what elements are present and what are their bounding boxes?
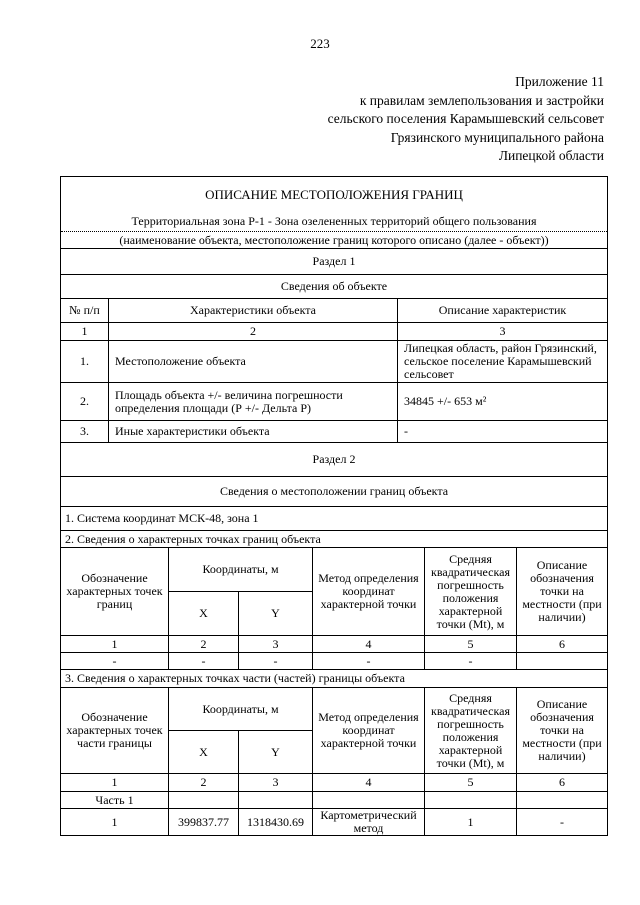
column-number: 2 — [169, 636, 239, 653]
empty-cell: - — [239, 653, 313, 670]
column-number: 3 — [398, 323, 607, 341]
column-number: 4 — [313, 636, 425, 653]
column-number: 3 — [239, 636, 313, 653]
col-method: Метод определения координат характерной точки — [313, 688, 425, 774]
appendix-line: сельского поселения Карамышевский сельсовет — [327, 111, 604, 126]
col-accuracy: Средняя квадратическая погрешность положения характерной точки (Mt), м — [425, 688, 517, 774]
row-number: 3. — [61, 421, 109, 443]
part-description-cell: - — [517, 809, 607, 836]
boundary-description-table — [60, 176, 608, 836]
row-value: 34845 +/- 653 м² — [398, 383, 607, 421]
part-accuracy-cell: 1 — [425, 809, 517, 836]
part-point-cell: 1 — [61, 809, 169, 836]
header-characteristic: Характеристики объекта — [109, 299, 398, 323]
section2-title: Раздел 2 — [61, 443, 607, 477]
appendix-line: Грязинского муниципального района — [390, 129, 604, 145]
page-number: 223 — [310, 36, 330, 51]
appendix-line: Липецкой области — [498, 148, 604, 163]
col-accuracy: Средняя квадратическая погрешность положения характерной точки (Mt), м — [425, 548, 517, 636]
empty-cell: - — [313, 653, 425, 670]
row-value: - — [398, 421, 607, 443]
column-number: 5 — [425, 636, 517, 653]
parts-section-title: 3. Сведения о характерных точках части (частей) границы объекта — [61, 670, 607, 688]
empty-cell — [517, 653, 607, 670]
column-number: 3 — [239, 774, 313, 792]
header-description: Описание характеристик — [398, 299, 607, 323]
col-coordinates: Координаты, м — [169, 548, 313, 592]
empty-cell: - — [425, 653, 517, 670]
points-section-title: 2. Сведения о характерных точках границ объекта — [61, 531, 607, 548]
col-point-label: Обозначение характерных точек части границы — [61, 688, 169, 774]
col-x: X — [169, 731, 239, 774]
row-characteristic: Местоположение объекта — [109, 341, 398, 383]
part-x-cell: 399837.77 — [169, 809, 239, 836]
column-number: 5 — [425, 774, 517, 792]
column-number: 6 — [517, 774, 607, 792]
column-number: 4 — [313, 774, 425, 792]
part-spacer — [517, 792, 607, 809]
appendix-line: к правилам землепользования и застройки — [359, 92, 604, 108]
empty-cell: - — [169, 653, 239, 670]
part-spacer — [425, 792, 517, 809]
empty-cell: - — [61, 653, 169, 670]
column-number: 2 — [109, 323, 398, 341]
col-description: Описание обозначения точки на местности (при наличии) — [517, 548, 607, 636]
part-label: Часть 1 — [61, 792, 169, 809]
part-spacer — [239, 792, 313, 809]
part-spacer — [169, 792, 239, 809]
section1-subtitle: Сведения об объекте — [61, 275, 607, 299]
col-coordinates: Координаты, м — [169, 688, 313, 731]
coordinate-system: 1. Система координат МСК-48, зона 1 — [61, 507, 607, 531]
section2-subtitle: Сведения о местоположении границ объекта — [61, 477, 607, 507]
col-point-label: Обозначение характерных точек границ — [61, 548, 169, 636]
column-number: 1 — [61, 774, 169, 792]
col-x: X — [169, 592, 239, 636]
col-method: Метод определения координат характерной точки — [313, 548, 425, 636]
col-description: Описание обозначения точки на местности (при наличии) — [517, 688, 607, 774]
column-number: 1 — [61, 636, 169, 653]
header-number: № п/п — [61, 299, 109, 323]
zone-note: (наименование объекта, местоположение границ которого описано (далее - объект)) — [61, 231, 607, 249]
col-y: Y — [239, 592, 313, 636]
part-spacer — [313, 792, 425, 809]
part-method-cell: Картометрический метод — [313, 809, 425, 836]
part-y-cell: 1318430.69 — [239, 809, 313, 836]
row-characteristic: Иные характеристики объекта — [109, 421, 398, 443]
row-number: 2. — [61, 383, 109, 421]
section1-title: Раздел 1 — [61, 249, 607, 275]
column-number: 1 — [61, 323, 109, 341]
row-number: 1. — [61, 341, 109, 383]
col-y: Y — [239, 731, 313, 774]
document-title: ОПИСАНИЕ МЕСТОПОЛОЖЕНИЯ ГРАНИЦ — [205, 186, 463, 202]
appendix-line: Приложение 11 — [515, 74, 604, 89]
column-number: 2 — [169, 774, 239, 792]
appendix-header — [328, 73, 604, 166]
zone-name: Территориальная зона Р-1 - Зона озелененных территорий общего пользования — [131, 213, 537, 228]
row-characteristic: Площадь объекта +/- величина погрешности определения площади (Р +/- Дельта Р) — [109, 383, 398, 421]
column-number: 6 — [517, 636, 607, 653]
row-value: Липецкая область, район Грязинский, сельское поселение Карамышевский сельсовет — [398, 341, 607, 383]
